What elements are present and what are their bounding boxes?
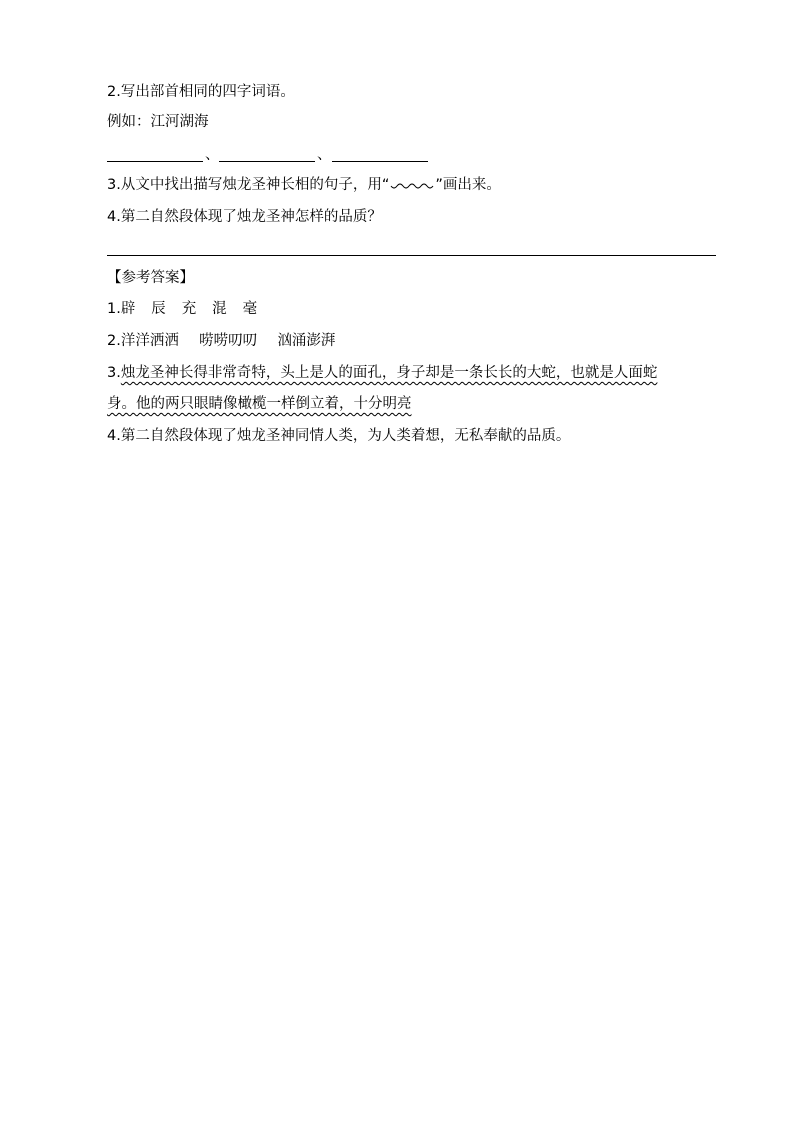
- answer-1-number: 1.: [107, 301, 121, 317]
- question-3-text-end: ”画出来。: [435, 177, 501, 193]
- answer-1-word: 充: [181, 301, 197, 317]
- answer-line[interactable]: [107, 255, 716, 256]
- question-4-title: 4.第二自然段体现了烛龙圣神怎样的品质？: [107, 209, 382, 225]
- answer-2: [107, 331, 335, 351]
- question-3: [107, 175, 501, 195]
- answer-1-word: 混: [212, 301, 227, 317]
- answer-blank-1[interactable]: [107, 161, 203, 162]
- answer-blank-2[interactable]: [219, 161, 315, 162]
- answer-2-word: 洋洋洒洒: [120, 333, 179, 349]
- answer-1-word: 辰: [151, 301, 166, 317]
- blank-separator: 、: [317, 147, 332, 163]
- blank-separator: 、: [205, 147, 220, 163]
- answer-2-number: 2.: [107, 333, 121, 349]
- wavy-line-mark: [389, 180, 435, 190]
- question-2-example: 例如：江河湖海: [107, 114, 209, 130]
- answer-1-word: 毫: [242, 301, 258, 317]
- question-2-title: 2.写出部首相同的四字词语。: [107, 84, 295, 100]
- answer-2-word: 汹涌澎湃: [277, 333, 336, 349]
- answer-2-word: 唠唠叨叨: [199, 333, 258, 349]
- answer-3-line-2: [107, 394, 412, 414]
- answer-4: 4.第二自然段体现了烛龙圣神同情人类，为人类着想，无私奉献的品质。: [107, 428, 571, 444]
- answer-3-number: 3.: [107, 365, 121, 381]
- answer-1: [107, 299, 257, 319]
- answer-1-word: 辟: [120, 301, 136, 317]
- answer-3-sentence-part-1: 烛龙圣神长得非常奇特，头上是人的面孔，身子却是一条长长的大蛇，也就是人面蛇: [120, 365, 658, 381]
- answer-blank-3[interactable]: [332, 161, 428, 162]
- answer-3-line-1: [107, 363, 657, 383]
- question-3-text-start: 3.从文中找出描写烛龙圣神长相的句子，用“: [107, 177, 390, 193]
- answers-heading: 【参考答案】: [107, 270, 194, 286]
- answer-3-sentence-part-2: 身。他的两只眼睛像橄榄一样倒立着，十分明亮: [107, 396, 412, 412]
